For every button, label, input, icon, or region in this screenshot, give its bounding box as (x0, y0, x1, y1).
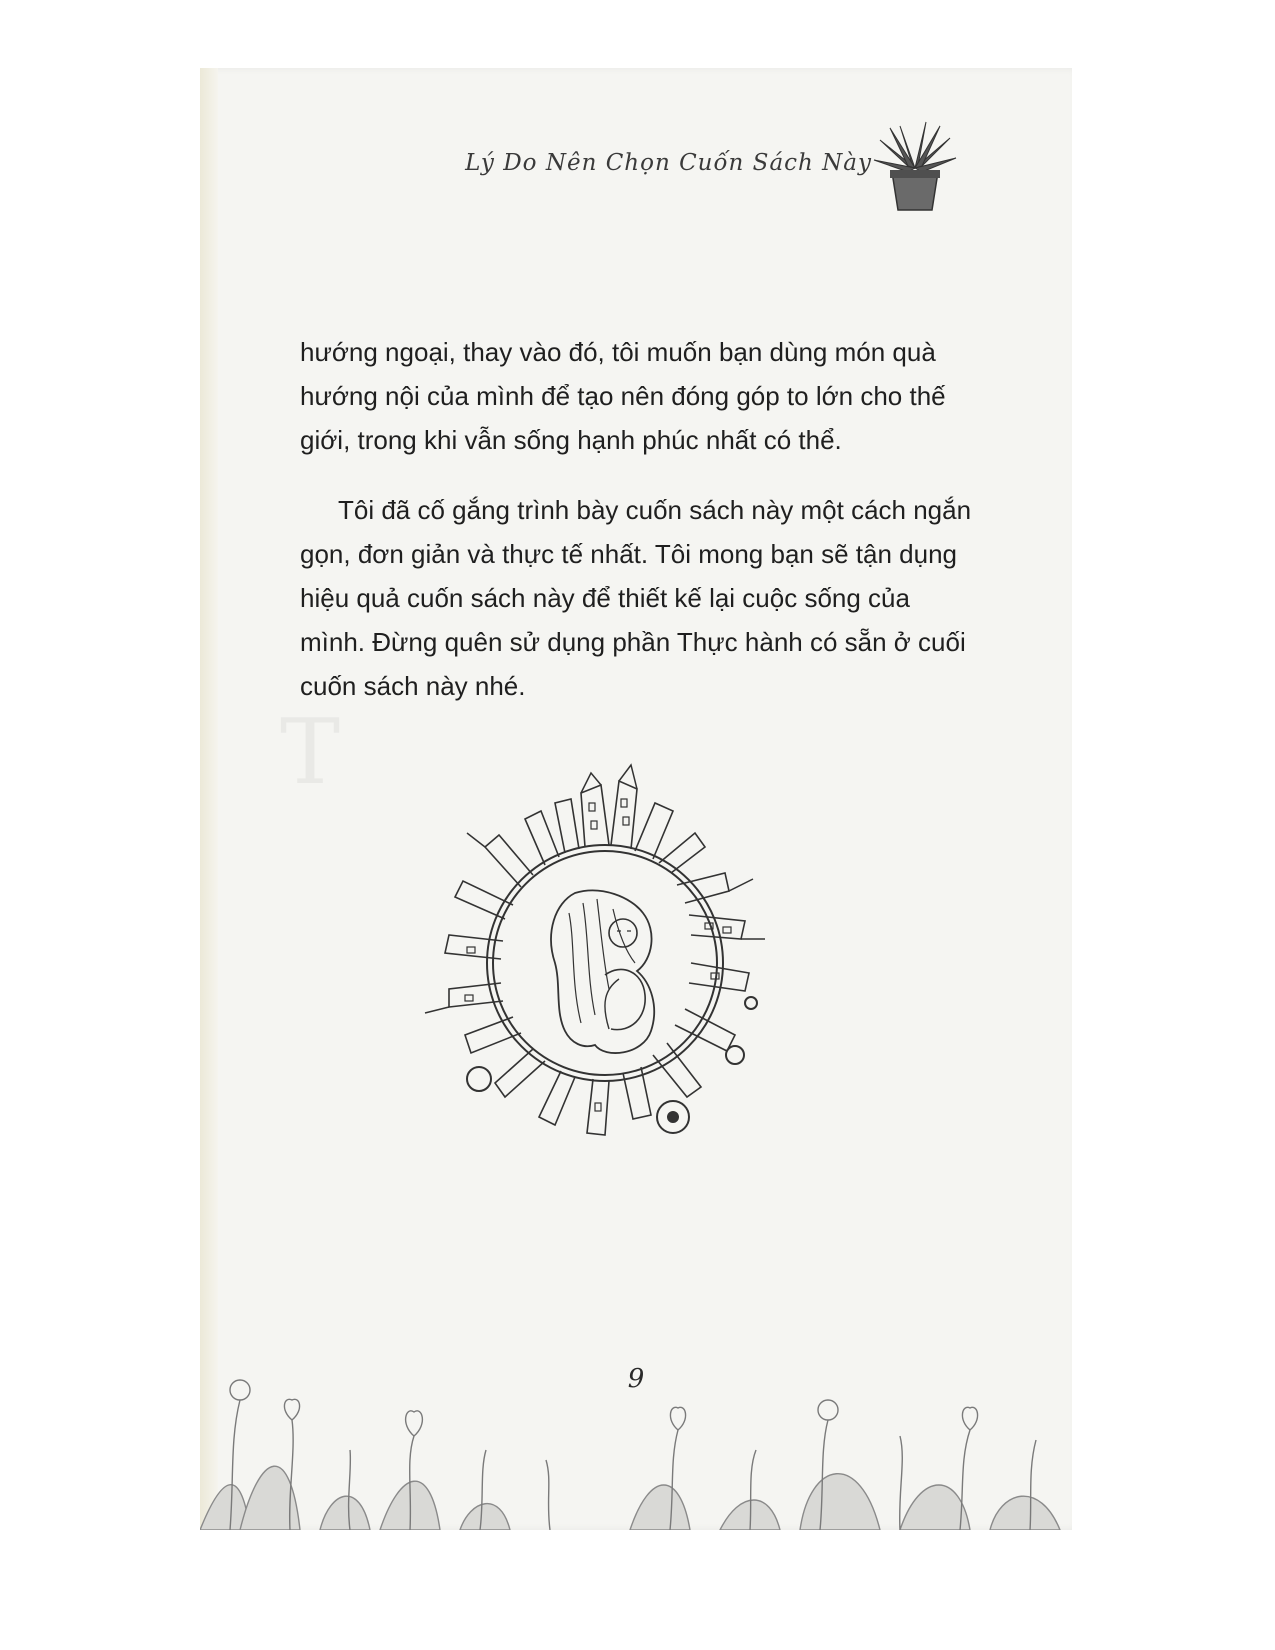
flower-foliage-border (200, 1340, 1072, 1530)
body-text (300, 330, 980, 734)
running-header: Lý Do Nên Chọn Cuốn Sách Này (465, 150, 872, 176)
potted-plant-icon (870, 118, 960, 212)
show-through-text: T (280, 700, 341, 805)
paragraph-2: Tôi đã cố gắng trình bày cuốn sách này một cách ngắn gọn, đơn giản và thực tế nhất. Tôi mong bạn sẽ tận dụng hiệu quả cuốn sách này để thiết kế lại cuộc sống của mình. Đừng quên sử dụng phần Thực hành có sẵn ở cuối cuốn sách này nhé. (300, 495, 972, 701)
girl-in-city-globe-illustration (405, 763, 805, 1158)
page-number: 9 (627, 1364, 645, 1394)
paragraph-1: hướng ngoại, thay vào đó, tôi muốn bạn dùng món quà hướng nội của mình để tạo nên đóng góp to lớn cho thế giới, trong khi vẫn sống hạnh phúc nhất có thể. (300, 337, 946, 455)
book-page (200, 68, 1072, 1530)
page-spine-edge (200, 68, 218, 1530)
